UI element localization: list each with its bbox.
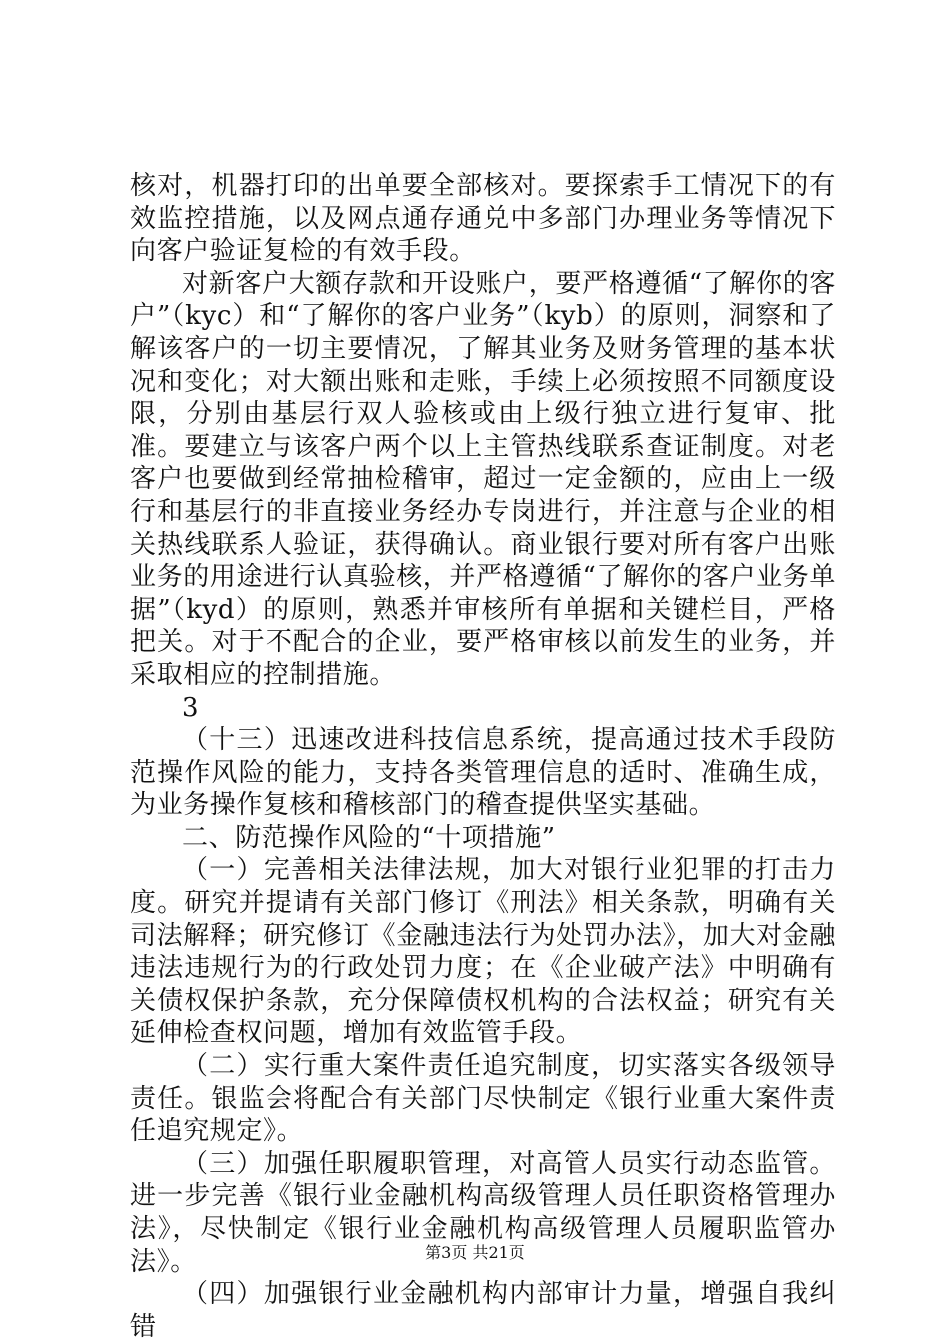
page-footer: 第3页 共21页 [425,1243,525,1262]
document-body [130,170,836,1343]
paragraph-measure-2: （二）实行重大案件责任追究制度，切实落实各级领导责任。银监会将配合有关部门尽快制定《银行业重大案件责任追究规定》。 [130,1051,836,1147]
paragraph-measure-4: （四）加强银行业金融机构内部审计力量，增强自我纠错 [130,1279,836,1342]
paragraph-item-13: （十三）迅速改进科技信息系统，提高通过技术手段防范操作风险的能力，支持各类管理信息的适时、准确生成，为业务操作复核和稽核部门的稽查提供坚实基础。 [130,725,836,821]
paragraph-measure-3: （三）加强任职履职管理，对高管人员实行动态监管。进一步完善《银行业金融机构高级管理人员任职资格管理办法》，尽快制定《银行业金融机构高级管理人员履职监管办法》。 [130,1148,836,1277]
paragraph-verification: 核对，机器打印的出单要全部核对。要探索手工情况下的有效监控措施，以及网点通存通兑中多部门办理业务等情况下向客户验证复检的有效手段。 [130,171,836,267]
inline-page-number: 3 [182,692,200,723]
paragraph-know-your-customer: 对新客户大额存款和开设账户，要严格遵循“了解你的客户”（kyc）和“了解你的客户业务”（kyb）的原则，洞察和了解该客户的一切主要情况，了解其业务及财务管理的基本状况和变化；对大额出账和走账，手续上必须按照不同额度设限，分别由基层行双人验核或由上级行独立进行复审、批准。要建立与该客户两个以上主管热线联系查证制度。对老客户也要做到经常抽检稽审，超过一定金额的，应由上一级行和基层行的非直接业务经办专岗进行，并注意与企业的相关热线联系人验证，获得确认。商业银行要对所有客户出账业务的用途进行认真验核，并严格遵循“了解你的客户业务单据”（kyd）的原则，熟悉并审核所有单据和关键栏目，严格把关。对于不配合的企业，要严格审核以前发生的业务，并采取相应的控制措施。 [130,268,836,690]
paragraph-measure-1: （一）完善相关法律法规，加大对银行业犯罪的打击力度。研究并提请有关部门修订《刑法》相关条款，明确有关司法解释；研究修订《金融违法行为处罚办法》，加大对金融违法违规行为的行政处罚力度；在《企业破产法》中明确有关债权保护条款，充分保障债权机构的合法权益；研究有关延伸检查权问题，增加有效监管手段。 [130,855,836,1049]
section-heading-ten-measures: 二、防范操作风险的“十项措施” [182,822,556,853]
